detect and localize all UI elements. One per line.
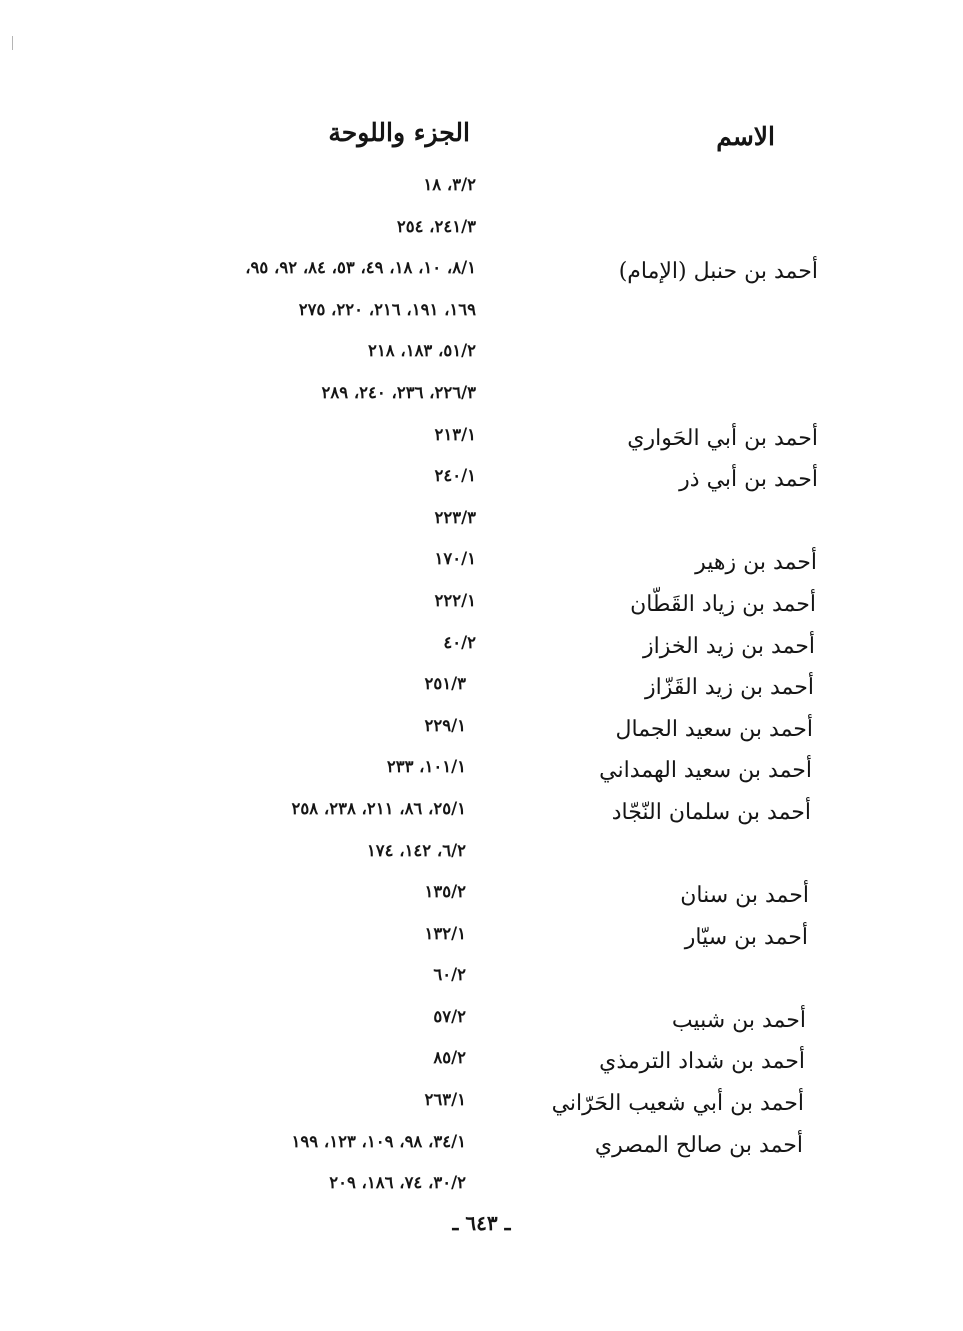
index-row: [0, 752, 963, 794]
scan-edge-mark: [12, 36, 13, 50]
index-row: [0, 669, 963, 711]
entry-reference: ٢١٣/١: [434, 424, 476, 444]
index-row: [0, 628, 963, 670]
entry-reference: ١٣٢/١: [424, 923, 466, 943]
index-entries: [0, 170, 963, 1210]
index-row: [0, 461, 963, 503]
index-row: [0, 1043, 963, 1085]
index-row: [0, 503, 963, 545]
index-row: [0, 1002, 963, 1044]
entry-name: أحمد بن سعيد الجمال: [615, 716, 813, 742]
entry-reference: ٢٥/١، ٨٦، ٢١١، ٢٣٨، ٢٥٨: [291, 798, 466, 818]
entry-reference: ٣٤/١، ٩٨، ١٠٩، ١٢٣، ١٩٩: [291, 1131, 466, 1151]
entry-reference: ٨/١، ١٠، ١٨، ٤٩، ٥٣، ٨٤، ٩٢، ٩٥،: [245, 258, 476, 278]
index-row: [0, 794, 963, 836]
index-row: [0, 836, 963, 878]
index-row: [0, 544, 963, 586]
entry-name: أحمد بن شبيب: [671, 1007, 806, 1033]
entry-reference: ٦٠/٢: [433, 965, 466, 985]
entry-name: أحمد بن شداد الترمذي: [599, 1049, 805, 1075]
entry-name: أحمد بن زيد الخزاز: [642, 633, 815, 659]
entry-reference: ٦/٢، ١٤٢، ١٧٤: [366, 840, 466, 860]
index-row: [0, 170, 963, 212]
index-row: [0, 1168, 963, 1210]
entry-name: أحمد بن سيّار: [684, 924, 808, 950]
entry-name: أحمد بن أبي الحَواري: [627, 425, 818, 451]
entry-reference: ١٦٩، ١٩١، ٢١٦، ٢٢٠، ٢٧٥: [298, 299, 476, 319]
entry-reference: ٢٥١/٣: [424, 674, 466, 694]
index-row: [0, 295, 963, 337]
index-row: [0, 960, 963, 1002]
entry-reference: ٣٠/٢، ٧٤، ١٨٦، ٢٠٩: [329, 1173, 466, 1193]
index-row: [0, 212, 963, 254]
page-number: ـ ٦٤٣ ـ: [452, 1211, 511, 1235]
index-row: [0, 1127, 963, 1169]
index-row: [0, 919, 963, 961]
index-row: [0, 877, 963, 919]
column-header-volume-page: الجزء واللوحة: [328, 118, 470, 147]
index-row: [0, 253, 963, 295]
entry-reference: ١٣٥/٢: [424, 882, 466, 902]
entry-name: أحمد بن زيد القَزّاز: [645, 675, 814, 701]
column-header-name: الاسم: [716, 122, 775, 151]
entry-reference: ١٧٠/١: [434, 549, 476, 569]
entry-reference: ٨٥/٢: [433, 1048, 466, 1068]
entry-name: أحمد بن سلمان النّجّاد: [611, 799, 811, 825]
entry-name: أحمد بن حنبل (الإمام): [618, 259, 818, 285]
index-row: [0, 420, 963, 462]
entry-reference: ٢٤١/٣، ٢٥٤: [396, 216, 476, 236]
entry-name: أحمد بن أبي ذر: [679, 467, 818, 493]
entry-reference: ١٠١/١، ٢٣٣: [386, 757, 466, 777]
entry-reference: ٤٠/٢: [443, 632, 476, 652]
index-row: [0, 586, 963, 628]
entry-reference: ٢٦٣/١: [424, 1090, 466, 1110]
entry-name: أحمد بن أبي شعيب الحَرّاني: [551, 1091, 804, 1117]
entry-reference: ٢٢٣/٣: [434, 507, 476, 527]
index-row: [0, 711, 963, 753]
entry-reference: ٣/٢، ١٨: [423, 175, 476, 194]
entry-name: أحمد بن سنان: [680, 883, 809, 909]
entry-reference: ٢٢٩/١: [424, 715, 466, 735]
entry-reference: ٢٢٦/٣، ٢٣٦، ٢٤٠، ٢٨٩: [321, 382, 476, 402]
entry-reference: ٥١/٢، ١٨٣، ٢١٨: [368, 341, 476, 361]
entry-name: أحمد بن سعيد الهمداني: [599, 758, 812, 784]
index-row: [0, 1085, 963, 1127]
entry-name: أحمد بن زهير: [695, 550, 817, 576]
entry-reference: ٢٤٠/١: [434, 466, 476, 486]
entry-reference: ٥٧/٢: [433, 1006, 466, 1026]
entry-name: أحمد بن زياد القَطّان: [630, 591, 816, 617]
entry-reference: ٢٢٢/١: [434, 590, 476, 610]
index-row: [0, 378, 963, 420]
index-row: [0, 336, 963, 378]
entry-name: أحمد بن صالح المصري: [594, 1132, 803, 1158]
